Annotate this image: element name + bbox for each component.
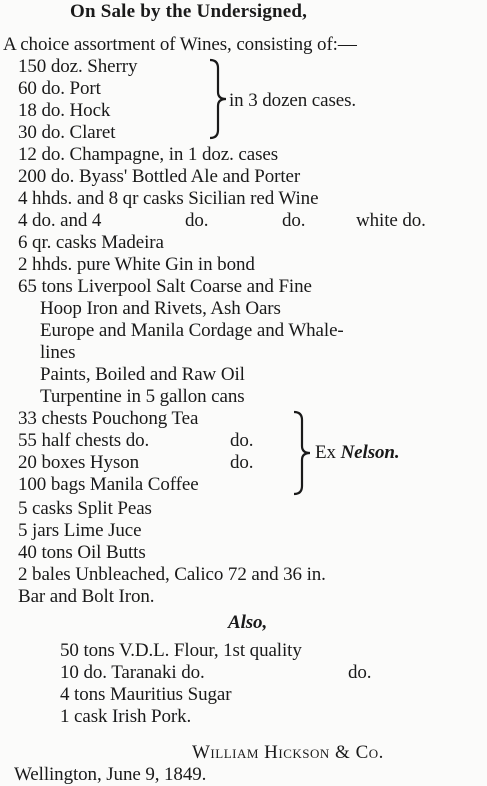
list-item: Turpentine in 5 gallon cans (40, 386, 245, 407)
list-item: 4 hhds. and 8 qr casks Sicilian red Wine (18, 188, 319, 209)
list-item: 2 hhds. pure White Gin in bond (18, 254, 255, 275)
also-heading: Also, (228, 612, 268, 633)
list-item: Hoop Iron and Rivets, Ash Oars (40, 298, 281, 319)
wine-item: 150 doz. Sherry (18, 56, 138, 77)
also-item: 50 tons V.D.L. Flour, 1st quality (60, 640, 302, 661)
ditto-mark: do. (230, 452, 254, 473)
list-item: 12 do. Champagne, in 1 doz. cases (18, 144, 279, 165)
list-item: 4 do. and 4 (18, 210, 102, 231)
ditto-mark: white do. (356, 210, 426, 231)
list-item: 65 tons Liverpool Salt Coarse and Fine (18, 276, 312, 297)
ditto-mark: do. (282, 210, 306, 231)
dateline: Wellington, June 9, 1849. (14, 764, 207, 785)
also-item: 4 tons Mauritius Sugar (60, 684, 232, 705)
signature: William Hickson & Co. (192, 742, 384, 763)
ditto-mark: do. (230, 430, 254, 451)
ditto-mark: do. (348, 662, 372, 683)
nelson-item: 55 half chests do. (18, 430, 150, 451)
heading: On Sale by the Undersigned, (70, 1, 308, 22)
nelson-item: 20 boxes Hyson (18, 452, 140, 473)
wine-item: 30 do. Claret (18, 122, 116, 143)
list-item: 6 qr. casks Madeira (18, 232, 164, 253)
wine-item: 60 do. Port (18, 78, 101, 99)
ditto-mark: do. (185, 210, 209, 231)
intro-line: A choice assortment of Wines, consisting of:— (3, 34, 357, 55)
wines-note: in 3 dozen cases. (229, 90, 357, 111)
list-item: Europe and Manila Cordage and Whale- (40, 320, 344, 341)
also-item: 10 do. Taranaki do. (60, 662, 205, 683)
ex-nelson-label (315, 442, 400, 464)
list-item: 200 do. Byass' Bottled Ale and Porter (18, 166, 301, 187)
wines-brace (208, 58, 230, 140)
also-item: 1 cask Irish Pork. (60, 706, 192, 727)
nelson-item: 100 bags Manila Coffee (18, 474, 199, 495)
nelson-item: 33 chests Pouchong Tea (18, 408, 199, 429)
list-item: Bar and Bolt Iron. (18, 586, 155, 607)
wine-item: 18 do. Hock (18, 100, 111, 121)
list-item: 2 bales Unbleached, Calico 72 and 36 in. (18, 564, 326, 585)
ex-prefix: Ex (315, 442, 341, 463)
list-item: 5 casks Split Peas (18, 498, 152, 519)
list-item: 5 jars Lime Juce (18, 520, 142, 541)
nelson-brace (292, 410, 314, 496)
list-item: 40 tons Oil Butts (18, 542, 146, 563)
list-item: Paints, Boiled and Raw Oil (40, 364, 245, 385)
ship-name: Nelson. (340, 442, 400, 463)
list-item: lines (40, 342, 76, 363)
